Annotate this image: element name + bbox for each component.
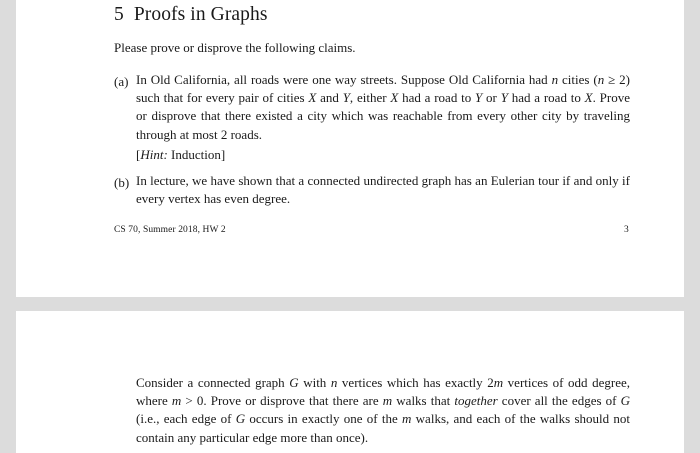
item-a-hint: [Hint: Induction]: [136, 147, 226, 162]
item-a-seg: . Prove or disprove that there existed a city which was reachable from every other city by traveling through at most 2 roads.: [136, 90, 630, 142]
item-a-var: Y: [500, 90, 508, 106]
item-a-var: Y: [475, 90, 483, 106]
item-a-text: [136, 71, 630, 144]
item-a-var: X: [584, 90, 593, 106]
item-a-var: Y: [342, 90, 350, 106]
cont-emph: together: [454, 393, 498, 409]
cont-var: m: [171, 393, 182, 409]
item-b-text: In lecture, we have shown that a connected undirected graph has an Eulerian tour if and only if every vertex has even degree.: [136, 173, 630, 207]
cont-seg: vertices which has exactly 2: [337, 375, 494, 390]
cont-seg: > 0. Prove or disprove that there are: [181, 393, 383, 409]
section-heading: [114, 4, 268, 26]
item-a-var: n: [597, 72, 605, 87]
cont-seg: occurs in exactly one of the: [245, 411, 403, 427]
section-number: 5: [114, 4, 124, 25]
item-a-seg: had a road to: [398, 90, 476, 106]
footer-page-number: 3: [624, 225, 629, 235]
cont-seg: Consider a connected graph: [136, 375, 290, 390]
item-b-label: (b): [114, 175, 130, 190]
section-title: Proofs in Graphs: [133, 4, 268, 25]
item-a-seg: and: [316, 90, 343, 106]
cont-var: G: [235, 411, 246, 427]
item-a-seg: , either: [349, 90, 391, 106]
cont-var: G: [289, 375, 299, 390]
hint-label: Hint:: [140, 147, 168, 162]
item-a-seg: cities (: [558, 72, 598, 87]
cont-seg: vertices of odd degree, where: [136, 375, 630, 409]
cont-var: m: [402, 411, 412, 427]
cont-seg: cover all the edges of: [497, 393, 621, 409]
item-a-seg: or: [482, 90, 501, 106]
item-a-seg: In Old California, all roads were one way streets. Suppose Old California had: [136, 72, 552, 87]
intro-text: Please prove or disprove the following claims.: [114, 40, 356, 55]
item-a-label: (a): [114, 74, 129, 89]
item-a-var: X: [308, 90, 317, 106]
cont-var: G: [620, 393, 630, 409]
cont-seg: (i.e., each edge of: [136, 411, 236, 427]
cont-seg: with: [298, 375, 331, 390]
hint-text: Induction]: [167, 147, 226, 162]
cont-seg: walks, and each of the walks should not contain any particular edge more than once).: [136, 411, 631, 445]
footer-course: CS 70, Summer 2018, HW 2: [114, 225, 226, 235]
cont-seg: walks that: [392, 393, 455, 409]
item-a-seg: ≥ 2) such that for every pair of cities: [136, 72, 630, 106]
item-a-var: n: [551, 72, 559, 87]
continuation-text: [136, 374, 630, 447]
cont-var: m: [382, 393, 393, 409]
item-a-seg: had a road to: [507, 90, 585, 106]
cont-var: m: [493, 375, 504, 390]
item-a-var: X: [390, 90, 399, 106]
cont-var: n: [330, 375, 338, 390]
